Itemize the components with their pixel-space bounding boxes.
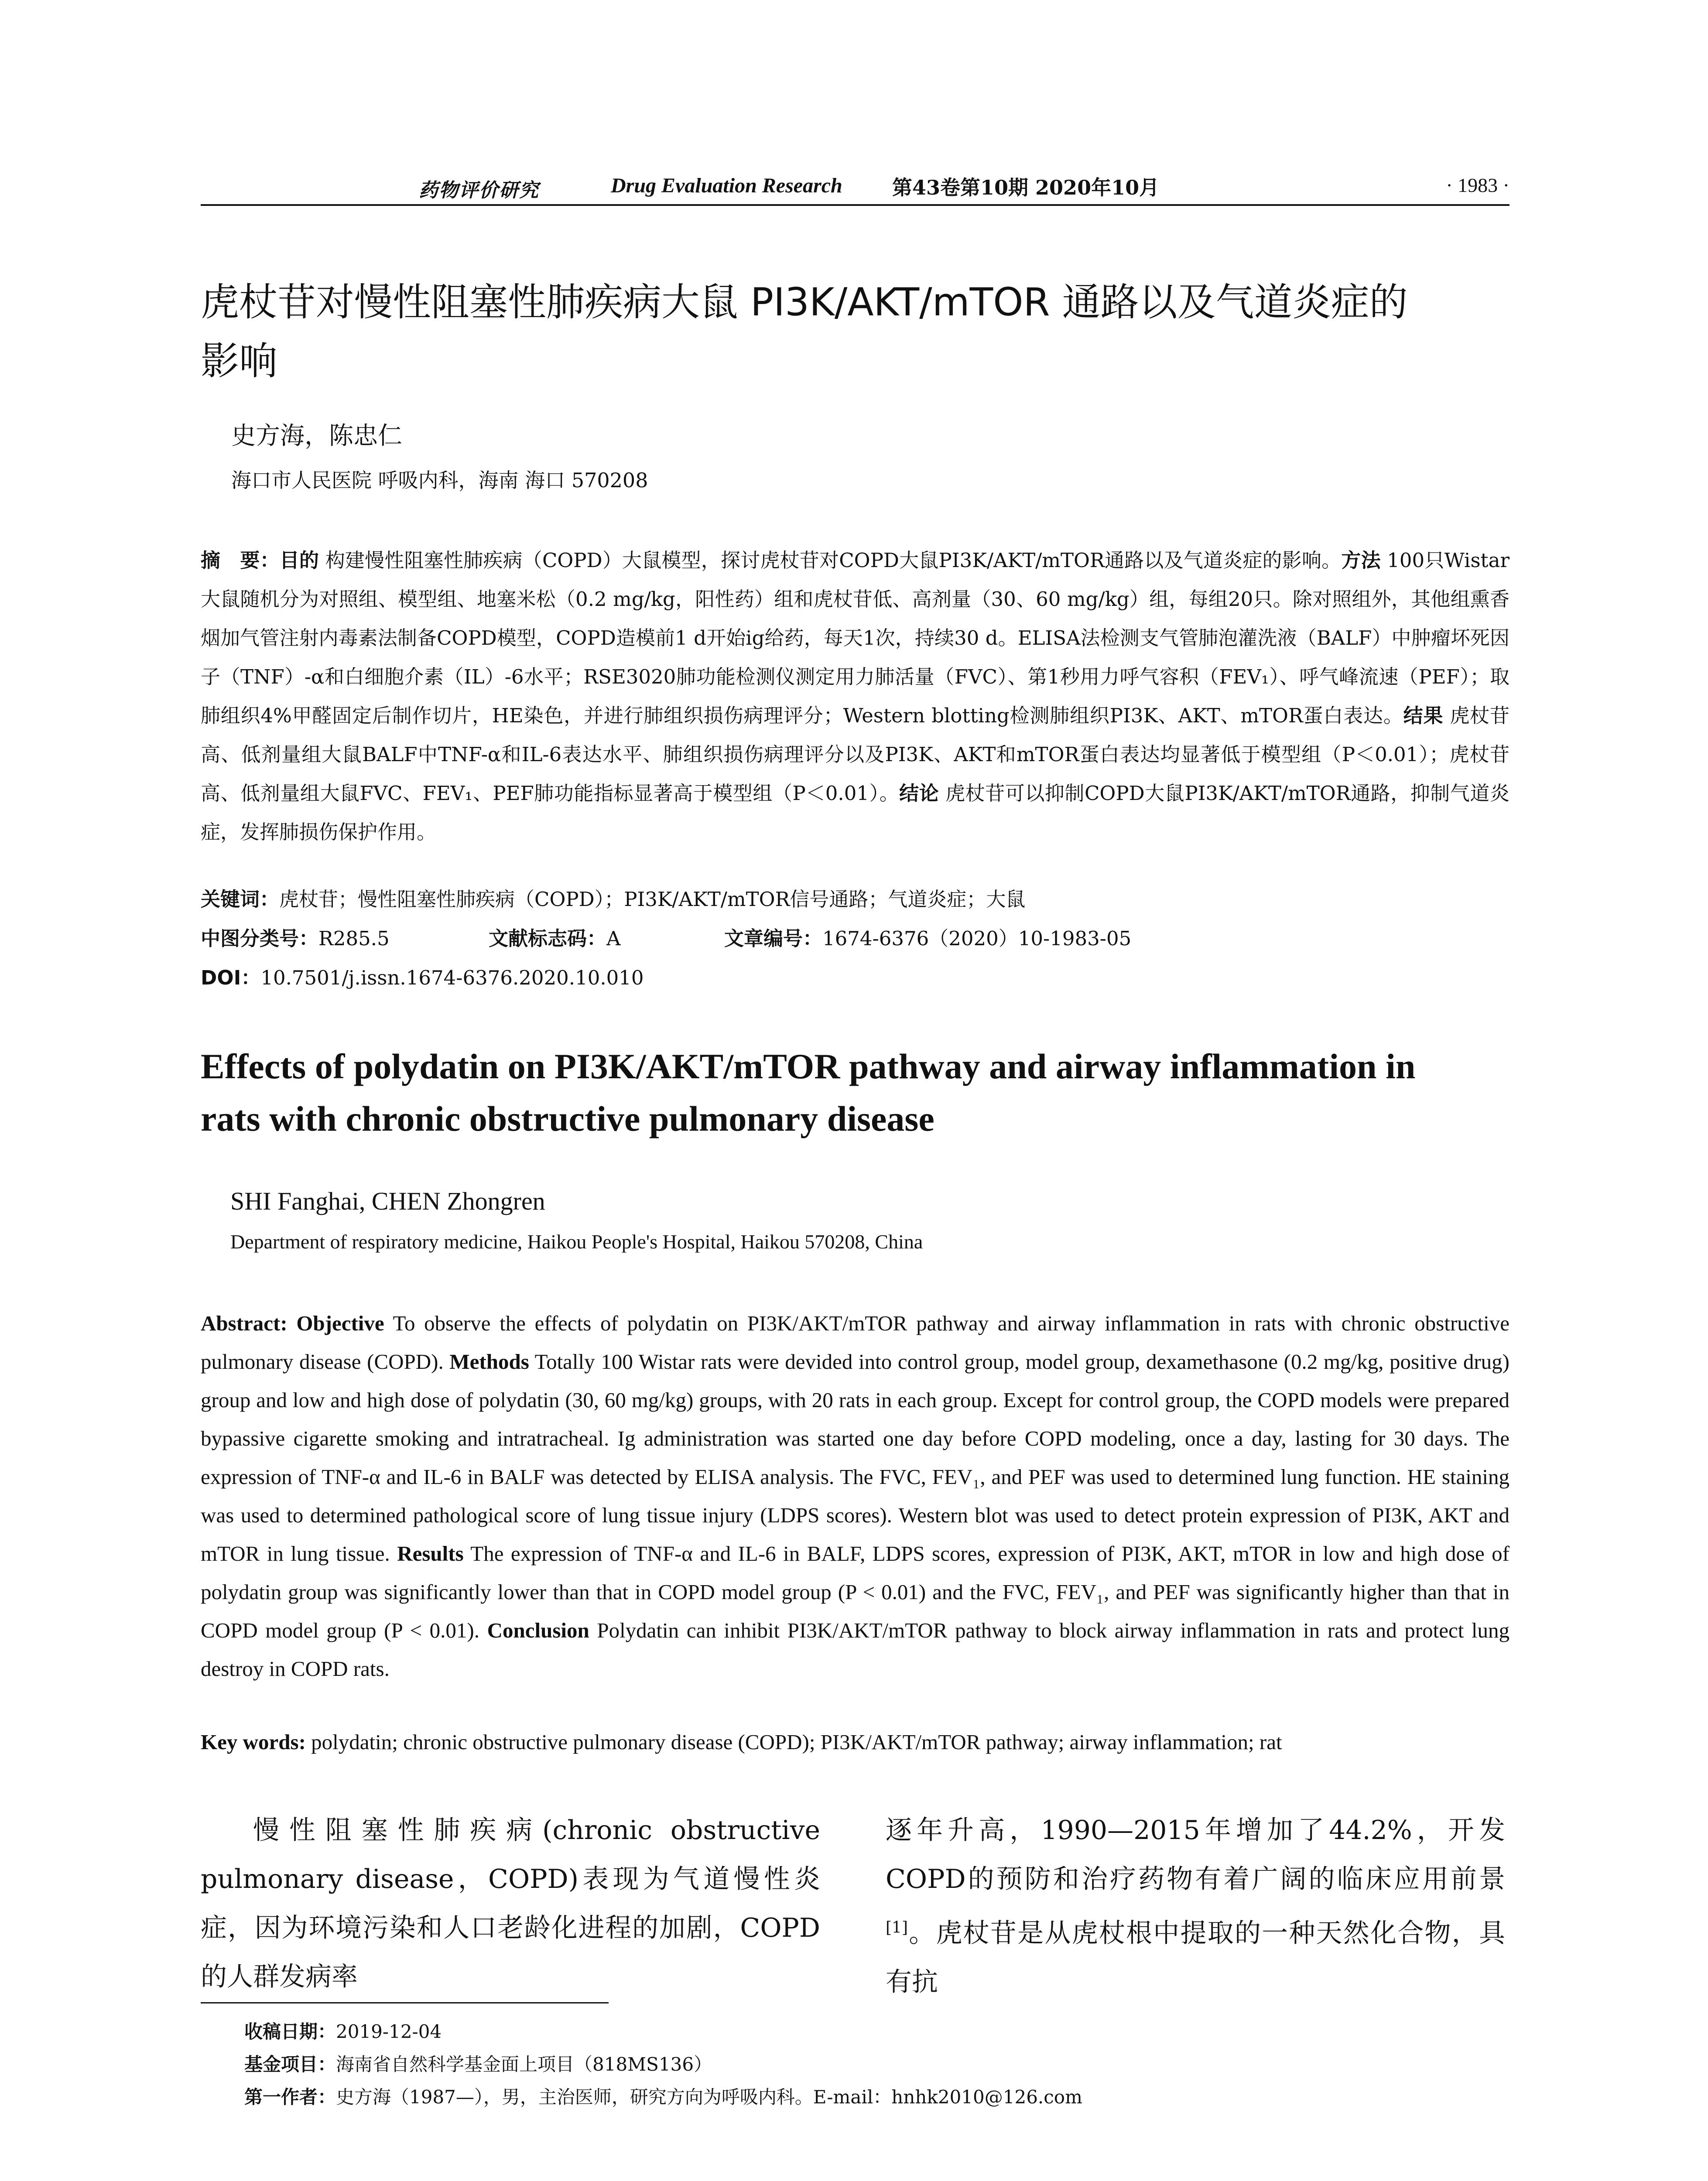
- received-label: 收稿日期：: [244, 2021, 336, 2042]
- article-number: [724, 923, 1131, 951]
- classification-row: [201, 923, 1509, 951]
- en-conclusion-text: Polydatin can inhibit PI3K/AKT/mTOR pathway to block airway inflammation in rats and protect lung destroy in COPD rats.: [201, 1618, 1510, 1681]
- english-title-line-2: rats with chronic obstructive pulmonary disease: [201, 1099, 934, 1138]
- keywords-label: 关键词：: [201, 888, 280, 911]
- fund-text: 海南省自然科学基金面上项目（818MS136）: [336, 2054, 712, 2075]
- doi-value: 10.7501/j.issn.1674-6376.2020.10.010: [260, 966, 644, 989]
- footnote-author: [244, 2083, 1082, 2109]
- chinese-title: [201, 273, 1509, 390]
- results-text: 虎杖苷高、低剂量组大鼠BALF中TNF-α和IL-6表达水平、肺组织损伤病理评分以及PI3K、AKT和mTOR蛋白表达均显著低于模型组（P＜0.01）；虎杖苷高、低剂量组大鼠FVC、FEV₁、PEF肺功能指标显著高于模型组（P＜0.01）。: [201, 704, 1509, 805]
- clc-label: 中图分类号：: [201, 927, 319, 950]
- en-conclusion-label: Conclusion: [487, 1618, 589, 1642]
- doccode: [489, 923, 621, 951]
- footnote-received: [244, 2017, 442, 2044]
- fund-label: 基金项目：: [244, 2054, 336, 2075]
- methods-label: 方法: [1341, 549, 1381, 572]
- english-title: [201, 1040, 1509, 1145]
- en-objective-text: To observe the effects of polydatin on PI3K/AKT/mTOR pathway and airway inflammation in rats with chronic obstructive pulmonary disease (COPD).: [201, 1311, 1509, 1374]
- en-keywords-label: Key words:: [201, 1730, 306, 1754]
- body-column-right: [886, 1806, 1505, 2007]
- english-abstract: [201, 1304, 1509, 1688]
- running-header: [201, 171, 1509, 202]
- keywords-text: 虎杖苷；慢性阻塞性肺疾病（COPD）；PI3K/AKT/mTOR信号通路；气道炎症；大鼠: [279, 888, 1026, 911]
- journal-name: Drug Evaluation Research: [611, 174, 842, 197]
- first-author-label: 第一作者：: [244, 2086, 336, 2108]
- chinese-keywords: [201, 883, 1025, 912]
- english-authors: SHI Fanghai, CHEN Zhongren: [230, 1187, 545, 1215]
- chinese-abstract: [201, 541, 1509, 851]
- doccode-label: 文献标志码：: [489, 927, 607, 950]
- footnote-fund: [244, 2050, 712, 2076]
- page-number: · 1983 ·: [1446, 174, 1509, 196]
- en-results-text: The expression of TNF-α and IL-6 in BALF, LDPS scores, expression of PI3K, AKT, mTOR in low and high dose of polydatin group was significantly lower than that in COPD model group (P < 0.01) and the FVC, FEV₁, and PEF was significantly higher than that in COPD model group (P < 0.01).: [201, 1542, 1509, 1642]
- article-number-label: 文章编号：: [724, 927, 823, 950]
- body-right-text-2: 。虎杖苷是从虎杖根中提取的一种天然化合物，具有抗: [886, 1918, 1505, 1997]
- english-title-line-1: Effects of polydatin on PI3K/AKT/mTOR pathway and airway inflammation in: [201, 1046, 1416, 1086]
- en-methods-text: Totally 100 Wistar rats were devided into control group, model group, dexamethasone (0.2 mg/kg, positive drug) group and low and high dose of polydatin (30, 60 mg/kg) groups, with 20 rats in each group. Except for control group, the COPD models were prepared bypassive cigarette smoking and intratracheal. Ig administration was started one day before COPD modeling, once a day, lasting for 30 days. The expression of TNF-α and IL-6 in BALF was detected by ELISA analysis. The FVC, FEV₁, and PEF was used to determined lung function. HE staining was used to determined pathological score of lung tissue injury (LDPS scores). Western blot was used to detect protein expression of PI3K, AKT and mTOR in lung tissue.: [201, 1350, 1509, 1566]
- chinese-affiliation: 海口市人民医院 呼吸内科，海南 海口 570208: [231, 468, 648, 492]
- footnote-rule: [201, 2002, 609, 2003]
- article-number-value: 1674-6376（2020）10-1983-05: [822, 927, 1132, 950]
- reference-marker[interactable]: [1]: [886, 1919, 908, 1937]
- en-results-label: Results: [397, 1542, 464, 1566]
- english-keywords: [201, 1730, 1509, 1754]
- journal-logo: 药物评价研究: [419, 179, 539, 202]
- results-label: 结果: [1403, 704, 1444, 727]
- objective-label: 目的: [279, 549, 319, 572]
- chinese-title-line-1: 虎杖苷对慢性阻塞性肺疾病大鼠 PI3K/AKT/mTOR 通路以及气道炎症的: [201, 280, 1408, 325]
- chinese-authors: 史方海，陈忠仁: [231, 422, 402, 450]
- english-affiliation: Department of respiratory medicine, Haikou People's Hospital, Haikou 570208, China: [230, 1231, 923, 1253]
- conclusion-text: 虎杖苷可以抑制COPD大鼠PI3K/AKT/mTOR通路，抑制气道炎症，发挥肺损伤保护作用。: [201, 782, 1509, 844]
- conclusion-label: 结论: [899, 782, 939, 805]
- en-methods-label: Methods: [449, 1350, 529, 1374]
- abstract-label: 摘 要：: [201, 549, 280, 572]
- clc-value: R285.5: [318, 927, 390, 950]
- body-column-left: 慢性阻塞性肺疾病(chronic obstructive pulmonary disease，COPD)表现为气道慢性炎症，因为环境污染和人口老龄化进程的加剧，COPD的人群发病率: [201, 1815, 820, 1992]
- doccode-value: A: [606, 927, 621, 950]
- chinese-title-line-2: 影响: [201, 338, 278, 383]
- header-rule: [201, 204, 1509, 206]
- en-keywords-text: polydatin; chronic obstructive pulmonary disease (COPD); PI3K/AKT/mTOR pathway; airway inflammation; rat: [311, 1730, 1282, 1754]
- methods-text: 100只Wistar大鼠随机分为对照组、模型组、地塞米松（0.2 mg/kg，阳性药）组和虎杖苷低、高剂量（30、60 mg/kg）组，每组20只。除对照组外，其他组熏香烟加气管注射内毒素法制备COPD模型，COPD造模前1 d开始ig给药，每天1次，持续30 d。ELISA法检测支气管肺泡灌洗液（BALF）中肿瘤坏死因子（TNF）-α和白细胞介素（IL）-6水平；RSE3020肺功能检测仪测定用力肺活量（FVC）、第1秒用力呼气容积（FEV₁）、呼气峰流速（PEF）；取肺组织4%甲醛固定后制作切片，HE染色，并进行肺组织损伤病理评分；Western blotting检测肺组织PI3K、AKT、mTOR蛋白表达。: [201, 549, 1509, 727]
- doi-label: DOI：: [201, 966, 261, 989]
- issue-info: 第43卷第10期 2020年10月: [892, 176, 1160, 199]
- en-objective-label: Objective: [296, 1311, 384, 1335]
- body-right-text-1: 逐年升高，1990—2015年增加了44.2%，开发COPD的预防和治疗药物有着广阔的临床应用前景: [886, 1815, 1505, 1894]
- first-author-text: 史方海（1987—），男，主治医师，研究方向为呼吸内科。E-mail：hnhk2010@126.com: [336, 2086, 1082, 2108]
- en-abstract-label: Abstract:: [201, 1311, 288, 1335]
- received-date: 2019-12-04: [336, 2021, 442, 2042]
- doi-row: [201, 962, 644, 990]
- objective-text: 构建慢性阻塞性肺疾病（COPD）大鼠模型，探讨虎杖苷对COPD大鼠PI3K/AKT/mTOR通路以及气道炎症的影响。: [325, 549, 1342, 572]
